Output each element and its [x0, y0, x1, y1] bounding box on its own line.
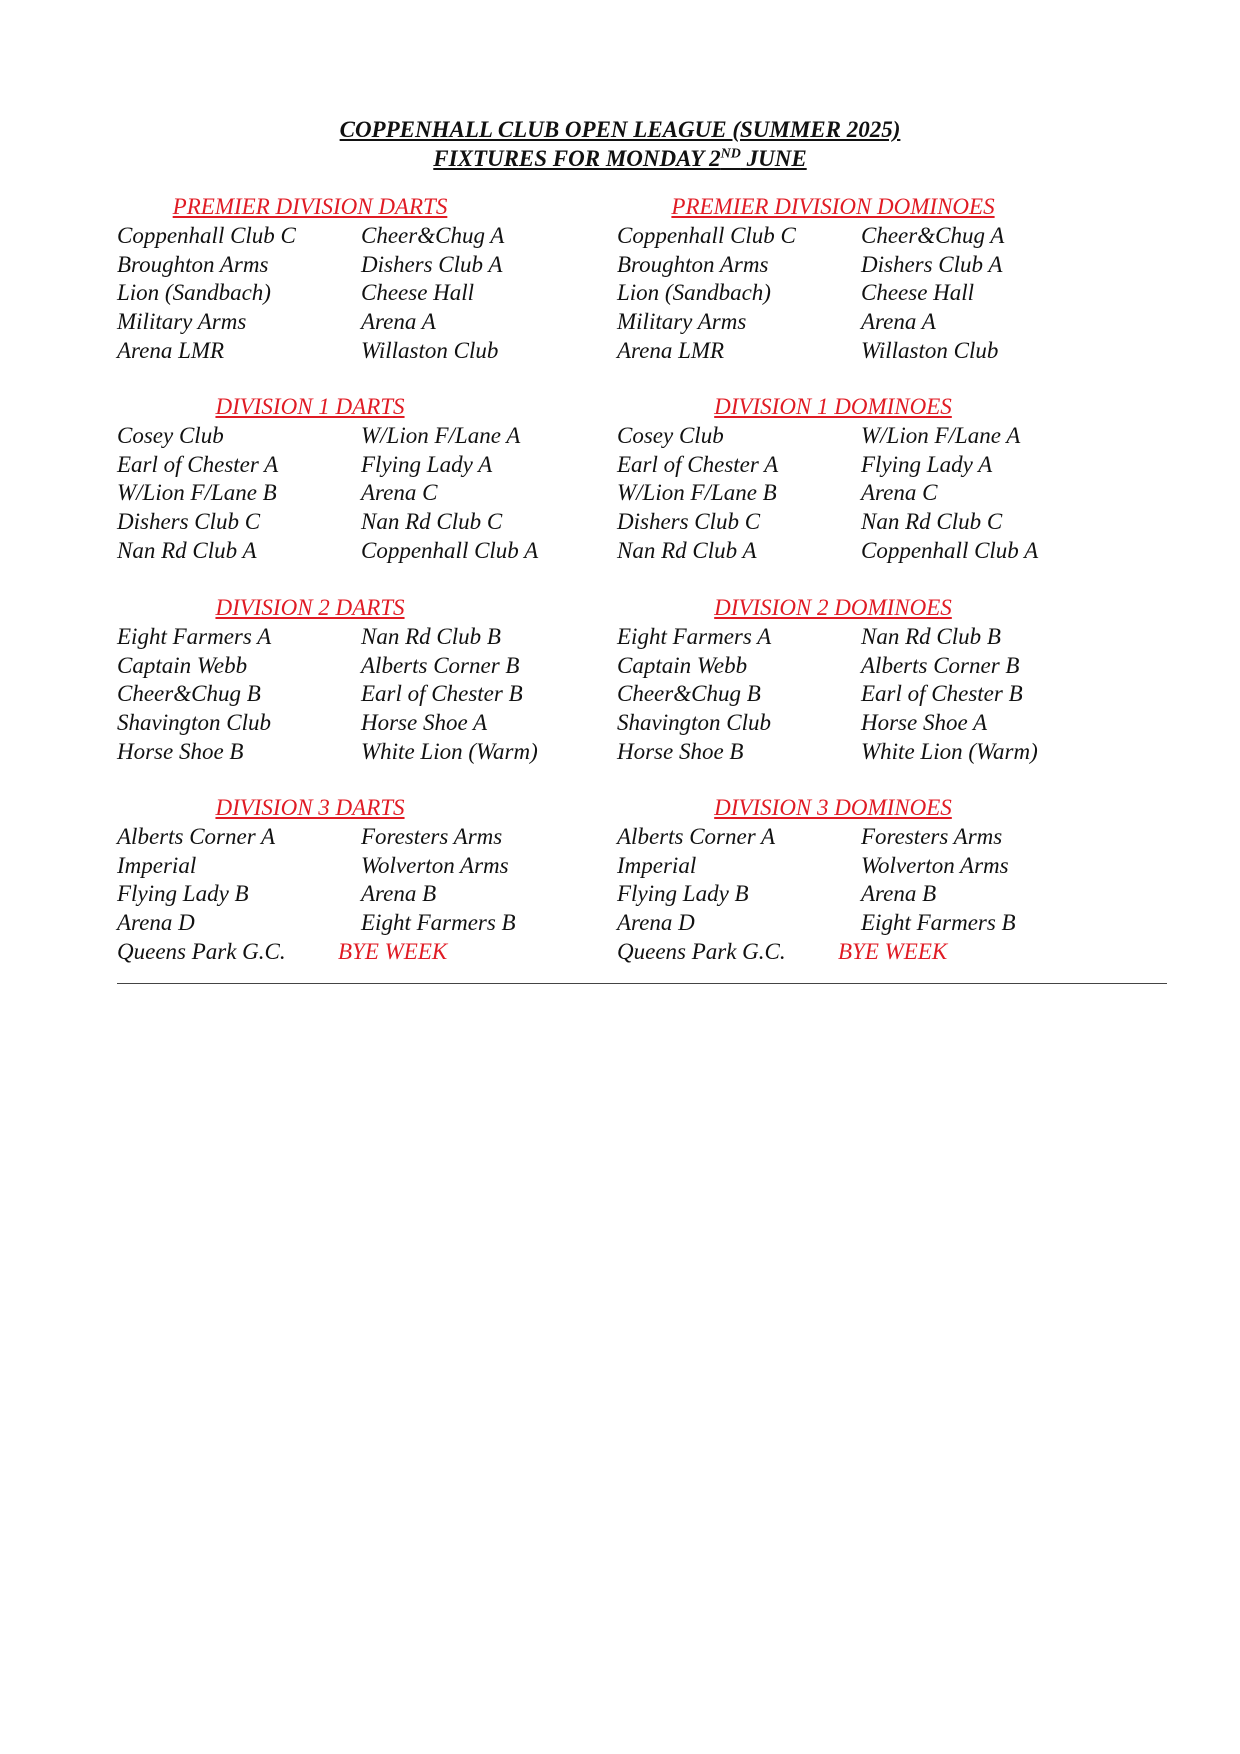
- section-heading: DIVISION 2 DOMINOES: [714, 595, 952, 620]
- home-team: Flying Lady B: [617, 881, 749, 907]
- fixtures-date-main: FIXTURES FOR MONDAY 2: [433, 146, 721, 171]
- home-team: Horse Shoe B: [117, 738, 244, 764]
- home-team: Captain Webb: [617, 652, 748, 678]
- home-team: Dishers Club C: [617, 509, 761, 535]
- away-team: Willaston Club: [361, 337, 499, 363]
- away-team: Horse Shoe A: [361, 710, 488, 736]
- home-team: Arena D: [117, 910, 195, 936]
- home-team: W/Lion F/Lane B: [117, 480, 277, 506]
- home-team: Lion (Sandbach): [617, 280, 771, 306]
- home-team: Cheer&Chug B: [617, 681, 761, 707]
- away-team: Eight Farmers B: [861, 910, 1016, 936]
- fixtures-date-month: JUNE: [740, 146, 807, 171]
- home-team: Flying Lady B: [117, 881, 249, 907]
- home-team: Eight Farmers A: [617, 624, 772, 649]
- away-team: White Lion (Warm): [361, 738, 538, 764]
- page-title: COPPENHALL CLUB OPEN LEAGUE (SUMMER 2025): [339, 117, 901, 142]
- home-team: Imperial: [617, 852, 697, 878]
- home-team: Coppenhall Club C: [617, 223, 796, 248]
- away-team: W/Lion F/Lane A: [361, 423, 521, 448]
- away-team: Alberts Corner B: [861, 652, 1020, 678]
- away-team: Wolverton Arms: [861, 852, 1009, 878]
- home-team: Arena LMR: [117, 337, 225, 363]
- section-heading: DIVISION 1 DOMINOES: [714, 394, 952, 419]
- away-team: Coppenhall Club A: [861, 537, 1039, 563]
- away-team: Cheer&Chug A: [861, 223, 1005, 248]
- home-team: Coppenhall Club C: [117, 223, 296, 248]
- home-team: Military Arms: [617, 309, 747, 335]
- section-heading: DIVISION 2 DARTS: [215, 595, 405, 620]
- away-team: Earl of Chester B: [361, 681, 523, 707]
- home-team: Alberts Corner A: [117, 824, 276, 849]
- away-team: Eight Farmers B: [361, 910, 516, 936]
- away-team: Dishers Club A: [361, 251, 503, 277]
- bye-week-label: BYE WEEK: [338, 938, 448, 964]
- home-team: Cosey Club: [117, 423, 224, 448]
- away-team: Foresters Arms: [361, 824, 503, 849]
- home-team: Dishers Club C: [117, 509, 261, 535]
- home-team: Cosey Club: [617, 423, 724, 448]
- away-team: Wolverton Arms: [361, 852, 509, 878]
- bye-week-label: BYE WEEK: [838, 938, 948, 964]
- away-team: Horse Shoe A: [861, 710, 988, 736]
- away-team: Dishers Club A: [861, 251, 1003, 277]
- away-team: Arena B: [361, 881, 437, 907]
- home-team: Military Arms: [117, 309, 247, 335]
- away-team: Arena A: [361, 309, 436, 335]
- date-ordinal-suffix: ND: [720, 146, 741, 162]
- section-heading: PREMIER DIVISION DARTS: [172, 194, 448, 219]
- home-team: Shavington Club: [117, 710, 271, 736]
- away-team: White Lion (Warm): [861, 738, 1038, 764]
- home-team: Lion (Sandbach): [117, 280, 271, 306]
- away-team: Foresters Arms: [861, 824, 1003, 849]
- home-team: Nan Rd Club A: [117, 537, 257, 563]
- home-team: W/Lion F/Lane B: [617, 480, 777, 506]
- away-team: W/Lion F/Lane A: [861, 423, 1021, 448]
- section-heading: DIVISION 1 DARTS: [215, 394, 405, 419]
- home-team: Broughton Arms: [617, 251, 769, 277]
- away-team: Cheese Hall: [861, 280, 975, 306]
- section-heading: DIVISION 3 DOMINOES: [714, 795, 952, 820]
- home-team: Nan Rd Club A: [617, 537, 757, 563]
- home-team: Eight Farmers A: [117, 624, 272, 649]
- home-team: Imperial: [117, 852, 197, 878]
- home-team: Shavington Club: [617, 710, 771, 736]
- away-team: Nan Rd Club B: [861, 624, 1001, 649]
- away-team: Nan Rd Club C: [361, 509, 503, 535]
- home-team: Broughton Arms: [117, 251, 269, 277]
- home-team: Queens Park G.C.: [617, 938, 786, 964]
- away-team: Arena A: [861, 309, 936, 335]
- away-team: Willaston Club: [861, 337, 999, 363]
- away-team: Arena C: [361, 480, 438, 506]
- away-team: Flying Lady A: [361, 451, 493, 477]
- bottom-divider: [117, 983, 1167, 984]
- section-heading: PREMIER DIVISION DOMINOES: [671, 194, 995, 219]
- home-team: Captain Webb: [117, 652, 248, 678]
- away-team: Arena C: [861, 480, 938, 506]
- away-team: Cheer&Chug A: [361, 223, 505, 248]
- away-team: Cheese Hall: [361, 280, 475, 306]
- home-team: Cheer&Chug B: [117, 681, 261, 707]
- section-heading: DIVISION 3 DARTS: [215, 795, 405, 820]
- home-team: Earl of Chester A: [117, 451, 279, 477]
- home-team: Earl of Chester A: [617, 451, 779, 477]
- home-team: Horse Shoe B: [617, 738, 744, 764]
- away-team: Coppenhall Club A: [361, 537, 539, 563]
- home-team: Arena LMR: [617, 337, 725, 363]
- home-team: Queens Park G.C.: [117, 938, 286, 964]
- away-team: Nan Rd Club B: [361, 624, 501, 649]
- away-team: Earl of Chester B: [861, 681, 1023, 707]
- home-team: Alberts Corner A: [617, 824, 776, 849]
- away-team: Alberts Corner B: [361, 652, 520, 678]
- home-team: Arena D: [617, 910, 695, 936]
- away-team: Nan Rd Club C: [861, 509, 1003, 535]
- away-team: Flying Lady A: [861, 451, 993, 477]
- fixtures-date-title: [0, 145, 1240, 173]
- away-team: Arena B: [861, 881, 937, 907]
